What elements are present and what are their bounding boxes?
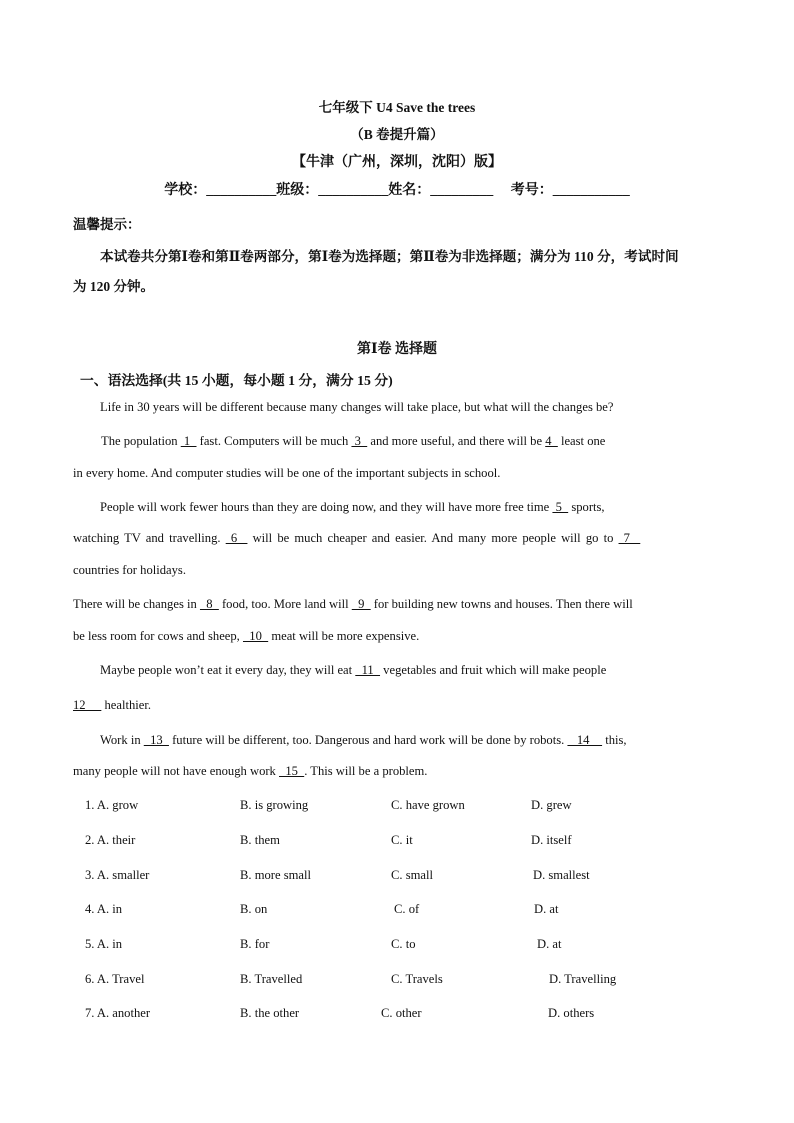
passage-paragraph-4: There will be changes in 8 food, too. More land will 9 for building new towns and houses. Then there will: [73, 597, 633, 611]
section-title: 第Ⅰ卷 选择题: [356, 342, 438, 357]
part-heading: 一、语法选择(共 15 小题，每小题 1 分，满分 15 分): [80, 373, 393, 388]
passage-paragraph-6-cont: many people will not have enough work 15 . This will be a problem.: [73, 764, 428, 778]
blank-11: 11: [355, 663, 381, 677]
blank-14: 14: [567, 733, 603, 747]
question-5-option-c: C. to: [391, 937, 416, 951]
blank-15: 15: [279, 764, 305, 778]
question-3-option-c: C. small: [391, 868, 433, 882]
blank-6: 6: [225, 531, 248, 545]
question-2-option-a: 2. A. their: [85, 833, 136, 847]
question-7-option-d: D. others: [548, 1006, 595, 1020]
blank-4: 4: [545, 434, 558, 448]
blank-1: 1: [180, 434, 197, 448]
question-2-option-b: B. them: [240, 833, 280, 847]
passage-paragraph-3-cont: watching TV and travelling. 6 will be much cheaper and easier. And many more people will go to 7: [73, 531, 641, 545]
blank-8: 8: [199, 597, 219, 611]
question-2-option-c: C. it: [391, 833, 413, 847]
passage-paragraph-5-cont: 12 healthier.: [73, 698, 151, 712]
question-2-option-d: D. itself: [531, 833, 572, 847]
exam-edition: 【牛津（广州，深圳，沈阳）版】: [292, 155, 502, 170]
question-4-option-b: B. on: [240, 902, 268, 916]
passage-paragraph-5: Maybe people won’t eat it every day, they will eat 11 vegetables and fruit which will make people: [100, 663, 607, 677]
blank-13: 13: [143, 733, 169, 747]
question-4-option-d: D. at: [534, 902, 559, 916]
question-1-option-d: D. grew: [531, 798, 572, 812]
passage-paragraph-2: The population 1 fast. Computers will be much 3 and more useful, and there will be 4 least one: [101, 434, 606, 448]
tips-line-1: 本试卷共分第Ⅰ卷和第Ⅱ卷两部分，第Ⅰ卷为选择题；第Ⅱ卷为非选择题；满分为 110 分，考试时间: [100, 249, 679, 264]
tips-line-2: 为 120 分钟。: [73, 279, 154, 294]
question-1-option-c: C. have grown: [391, 798, 465, 812]
blank-3: 3: [351, 434, 368, 448]
question-3-option-d: D. smallest: [533, 868, 590, 882]
passage-paragraph-2-cont: in every home. And computer studies will be one of the important subjects in school.: [73, 466, 501, 480]
question-3-option-b: B. more small: [240, 868, 312, 882]
question-7-option-c: C. other: [381, 1006, 422, 1020]
student-info-line: 学校：__________班级：__________姓名：_________ 考号：___________: [164, 183, 630, 198]
question-5-option-a: 5. A. in: [85, 937, 123, 951]
blank-10: 10: [242, 629, 269, 643]
passage-paragraph-6: Work in 13 future will be different, too. Dangerous and hard work will be done by robots. 14 this,: [100, 733, 627, 747]
passage-paragraph-3-end: countries for holidays.: [73, 563, 186, 577]
blank-5: 5: [552, 500, 569, 514]
question-6-option-d: D. Travelling: [549, 972, 617, 986]
question-6-option-a: 6. A. Travel: [85, 972, 145, 986]
question-1-option-b: B. is growing: [240, 798, 309, 812]
question-5-option-d: D. at: [537, 937, 562, 951]
blank-12: 12: [73, 698, 102, 712]
question-7-option-b: B. the other: [240, 1006, 300, 1020]
blank-9: 9: [351, 597, 371, 611]
question-4-option-a: 4. A. in: [85, 902, 123, 916]
question-5-option-b: B. for: [240, 937, 270, 951]
question-6-option-b: B. Travelled: [240, 972, 303, 986]
question-4-option-c: C. of: [394, 902, 420, 916]
question-1-option-a: 1. A. grow: [85, 798, 139, 812]
exam-subtitle: （B 卷提升篇）: [350, 127, 444, 142]
passage-paragraph-4-cont: be less room for cows and sheep, 10 meat will be more expensive.: [73, 629, 420, 643]
question-3-option-a: 3. A. smaller: [85, 868, 150, 882]
tips-label: 温馨提示：: [73, 217, 141, 232]
blank-7: 7: [618, 531, 641, 545]
question-6-option-c: C. Travels: [391, 972, 443, 986]
passage-paragraph-1: Life in 30 years will be different because many changes will take place, but what will the changes be?: [100, 400, 614, 414]
question-7-option-a: 7. A. another: [85, 1006, 151, 1020]
exam-title: 七年级下 U4 Save the trees: [318, 100, 476, 115]
passage-paragraph-3: People will work fewer hours than they are doing now, and they will have more free time 5 sports,: [100, 500, 605, 514]
